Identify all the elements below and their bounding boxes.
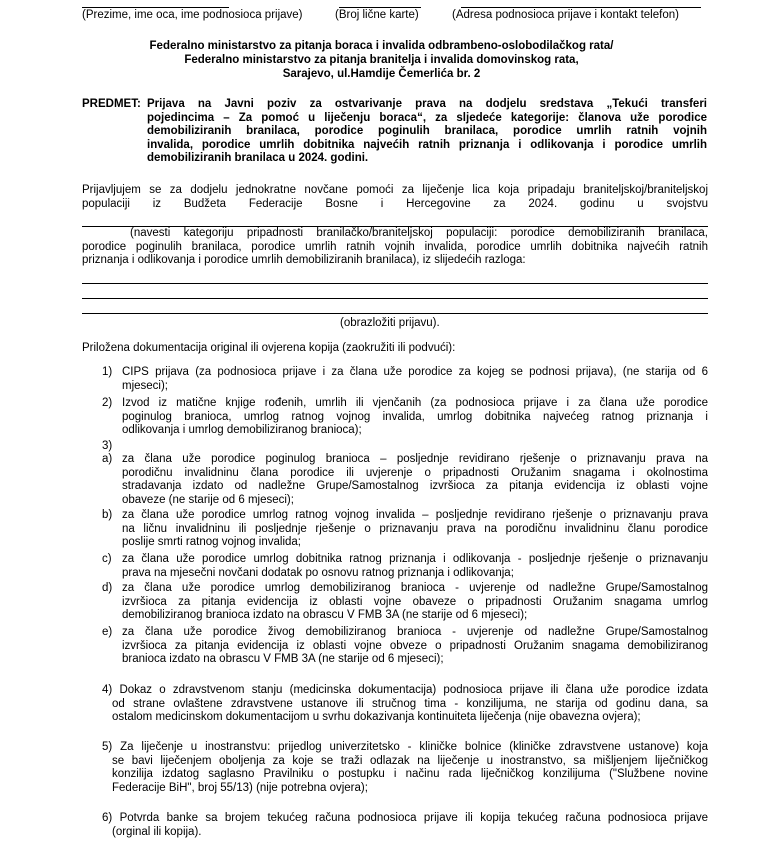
application-paragraph bbox=[82, 184, 708, 211]
doc-line: odlikovanja i umrlog demobiliziranog branioca); bbox=[122, 424, 362, 437]
doc-line: za člana uže porodice poginulog branioca – posljednje revidirano rješenje o priznavanju prava na bbox=[122, 453, 708, 465]
doc-item-6 bbox=[102, 812, 708, 839]
name-field-label: (Prezime, ime oca, ime podnosioca prijave) bbox=[82, 9, 303, 21]
doc-line: poginulog branioca, umrlog ratnog vojnog invalida, umrlog dobitnika najvećeg ratnog priznanja i bbox=[122, 410, 708, 423]
paragraph-line: (navesti kategoriju pripadnosti branilačko/braniteljskoj populaciji: porodice demobiliziranih branilaca, bbox=[130, 227, 708, 239]
doc-item-3a-letter: a) bbox=[102, 453, 113, 465]
doc-item-3e-letter: e) bbox=[102, 626, 113, 638]
explain-label: (obrazložiti prijavu). bbox=[340, 317, 440, 329]
subject-line: invalida, porodice umrlih dobitnika najvećih ratnih priznanja i odlikovanja i porodice umrlih bbox=[147, 138, 707, 151]
paragraph-line: porodice poginulih branilaca, porodice umrlih ratnih vojnih invalida, porodice umrlih dobitnika najvećih ratnih bbox=[82, 240, 708, 253]
doc-line: ostalom medicinskom dokumentacijom u svrhu dokazivanja kontinuiteta liječenja (nije obavezna ovjera); bbox=[112, 711, 641, 724]
recipient-line-1: Federalno ministarstvo za pitanja boraca i invalida odbrambeno-oslobodilačkog rata/ bbox=[149, 40, 614, 52]
address-field-label: (Adresa podnosioca prijave i kontakt telefon) bbox=[452, 9, 679, 21]
doc-line: demobiliziranog branioca izdato na obrascu V FMB 3A (ne starije od 6 mjeseci); bbox=[122, 609, 528, 622]
category-instruction bbox=[82, 227, 708, 268]
doc-item-3-number: 3) bbox=[102, 440, 113, 452]
doc-line: se bavi liječenjem oboljenja za koje se traži odlazak na liječenje u inostranstvo, sa mišljenjem liječničkog bbox=[112, 754, 708, 767]
doc-line: od strane ovlaštene zdravstvene ustanove ili stručnog tima - konzilijuma, ne starija od godinu dana, sa bbox=[112, 697, 708, 710]
paragraph-line: populaciji iz Budžeta Federacije Bosne i Hercegovine za 2024. godinu u svojstvu bbox=[82, 197, 708, 210]
subject-line: demobiliziranih branilaca, porodice poginulih branilaca, porodice umrlih ratnih vojnih bbox=[147, 125, 707, 138]
recipient-line-3: Sarajevo, ul.Hamdije Čemerlića br. 2 bbox=[282, 68, 481, 80]
doc-line: 5) Za liječenje u inostranstvu: prijedlog univerzitetsko - kliničke bolnice (kliničke zdravstvene ustanove) koja bbox=[102, 741, 708, 753]
doc-item-3d-letter: d) bbox=[102, 582, 113, 594]
reason-line-1 bbox=[82, 283, 708, 284]
doc-line: prava na mjesečni novčani dodatak po osnovu ratnog priznanja i odlikovanja; bbox=[122, 566, 514, 579]
doc-line: obaveze (ne starije od 6 mjeseci); bbox=[122, 493, 294, 506]
doc-line: za člana uže porodice umrlog demobiliziranog branioca - uvjerenje od nadležne Grupe/Samostalnog bbox=[122, 582, 708, 594]
subject-label: PREDMET: bbox=[82, 98, 141, 110]
doc-line: (orginal ili kopija). bbox=[112, 825, 202, 838]
doc-line: porodičnu invalidninu člana porodice ili uvjerenje o pripadnosti Oružanim snagama i okolnostima bbox=[122, 466, 708, 479]
recipient-line-2: Federalno ministarstvo za pitanja branitelja i invalida domovinskog rata, bbox=[184, 54, 579, 66]
id-field-label: (Broj lične karte) bbox=[335, 9, 419, 21]
doc-line: 4) Dokaz o zdravstvenom stanju (medicinska dokumentacija) podnosioca prijave ili člana uže porodice izdata bbox=[102, 684, 708, 696]
doc-item-3b-letter: b) bbox=[102, 509, 113, 521]
name-field-line bbox=[82, 7, 229, 8]
doc-line: za člana uže porodice umrlog ratnog vojnog invalida – posljednje revidirano rješenje o priznavanju prava bbox=[122, 509, 708, 521]
doc-line: za člana uže porodice živog demobiliziranog branioca - uvjerenje od nadležne Grupe/Samostalnog bbox=[122, 626, 708, 638]
doc-item-3b bbox=[122, 509, 708, 550]
doc-item-3c-letter: c) bbox=[102, 553, 112, 565]
doc-line: 6) Potvrda banke sa brojem tekućeg računa podnosioca prijave ili kopija tekućeg računa podnosioca prijave bbox=[102, 812, 708, 824]
doc-line: stradavanja izdato od nadležne Grupe/Samostalnog izvršioca za pitanja evidencija iz oblasti vojne bbox=[122, 480, 708, 493]
doc-line: Federacije BiH", broj 55/13) (nije potrebna ovjera); bbox=[112, 781, 368, 794]
doc-line: izvršioca za pitanja evidencija iz oblasti vojne obaveze o pripadnosti Oružanim snagama umrlog bbox=[122, 595, 708, 608]
doc-line: izvršioca za pitanja evidencija iz oblasti vojne obveze o pripadnosti Oružanim snagama demobiliziranog bbox=[122, 639, 708, 652]
doc-item-3d bbox=[122, 582, 708, 623]
doc-line: konzilija izdatog saglasno Pravilniku o postupku i načinu rada liječničkog konzilijuma ("Službene novine bbox=[112, 768, 708, 781]
doc-line: mjeseci); bbox=[122, 379, 169, 392]
doc-line: Izvod iz matične knjige rođenih, umrlih ili vjenčanih (za podnosioca prijave i za člana uže porodice bbox=[122, 397, 708, 409]
paragraph-line: priznanja i odlikovanja i porodice umrlih demobiliziranih branilaca), iz slijedećih razloga: bbox=[82, 254, 526, 267]
doc-item-1-number: 1) bbox=[102, 366, 113, 378]
subject-line: demobiliziranih branilaca u 2024. godini. bbox=[147, 152, 369, 165]
doc-line: branioca izdato na obrascu V FMB 3A (ne starije od 6 mjeseci); bbox=[122, 653, 444, 666]
reason-line-2 bbox=[82, 298, 708, 299]
doc-item-1 bbox=[122, 366, 708, 393]
doc-line: za člana uže porodice umrlog dobitnika ratnog priznanja i odlikovanja - posljednje rješenje o priznavanju bbox=[122, 553, 708, 565]
doc-line: CIPS prijava (za podnosioca prijave i za člana uže porodice za kojeg se podnosi prijava), (ne starija od 6 bbox=[122, 366, 708, 378]
doc-item-3a bbox=[122, 453, 708, 507]
id-field-line bbox=[339, 7, 421, 8]
doc-item-3c bbox=[122, 553, 708, 580]
subject-line: pojedincima – Za pomoć u liječenju boraca“, za sljedeće kategorije: članova uže porodice bbox=[147, 111, 707, 124]
doc-item-4 bbox=[102, 684, 708, 725]
doc-item-2-number: 2) bbox=[102, 397, 113, 409]
doc-item-5 bbox=[102, 741, 708, 795]
doc-item-3e bbox=[122, 626, 708, 667]
subject-line: Prijava na Javni poziv za ostvarivanje prava na dodjelu sredstava „Tekući transferi bbox=[147, 98, 707, 110]
doc-line: poslije smrti ratnog vojnog invalida; bbox=[122, 536, 301, 549]
docs-intro: Priložena dokumentacija original ili ovjerena kopija (zaokružiti ili podvući): bbox=[82, 342, 456, 354]
reason-line-3 bbox=[82, 313, 708, 314]
doc-item-2 bbox=[122, 397, 708, 438]
doc-line: na ličnu invalidninu ili posljednje rješenje o priznavanju prava na porodičnu invalidninu članu porodice bbox=[122, 522, 708, 535]
paragraph-line: Prijavljujem se za dodjelu jednokratne novčane pomoći za liječenje lica koja pripadaju braniteljskoj/braniteljskoj bbox=[82, 184, 708, 196]
subject-text bbox=[147, 98, 707, 166]
address-field-line bbox=[461, 7, 701, 8]
